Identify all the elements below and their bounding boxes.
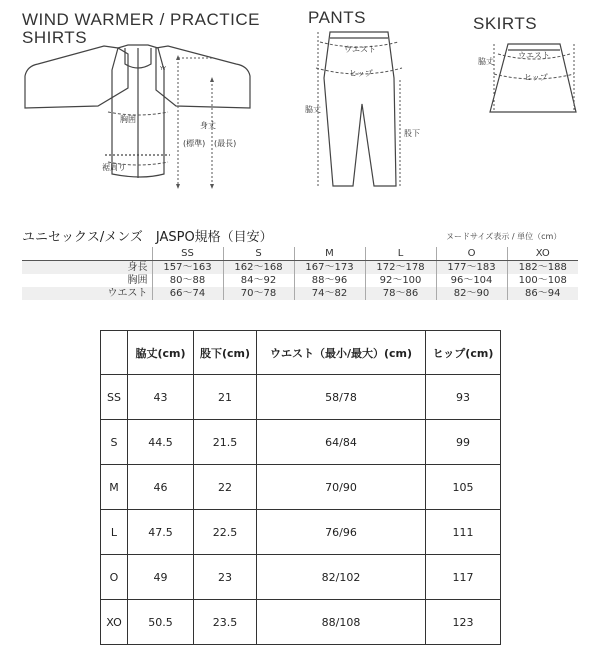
skirt-side-length-label: 脇丈 [478, 57, 494, 66]
size-col-xo: XO [507, 247, 578, 261]
size-row-chest [22, 274, 578, 287]
pants-side-length-label: 脇丈 [305, 105, 321, 114]
size-col-l: L [365, 247, 436, 261]
cell: 86～94 [507, 287, 578, 300]
table-row: L 47.5 22.5 76/96 111 [101, 510, 501, 555]
size-col-s: S [223, 247, 294, 261]
cell: 177～183 [436, 261, 507, 275]
cell: 88～96 [294, 274, 365, 287]
shirt-right-sleeve [156, 46, 250, 108]
cell: 167～173 [294, 261, 365, 275]
cell: 162～168 [223, 261, 294, 275]
row-label: 身長 [22, 261, 152, 275]
pants-waist-label: ウエスト [344, 45, 376, 54]
shirt-height-label: 身丈 [200, 121, 216, 130]
shirt-logo: YY [160, 66, 167, 72]
size-col-o: O [436, 247, 507, 261]
table-row: S 44.5 21.5 64/84 99 [101, 420, 501, 465]
pants-inseam-label: 股下 [404, 129, 420, 138]
table-row: XO 50.5 23.5 88/108 123 [101, 600, 501, 645]
cell: 92～100 [365, 274, 436, 287]
cell: 78～86 [365, 287, 436, 300]
skirt-waist-label: ウエスト [518, 51, 550, 60]
size-row-height [22, 261, 578, 275]
header-inseam: 股下(cm) [194, 331, 257, 375]
size-row-waist [22, 287, 578, 300]
pants-measure-lines [316, 32, 402, 186]
header-side-length: 脇丈(cm) [128, 331, 194, 375]
cell: 74～82 [294, 287, 365, 300]
header-hip: ヒップ(cm) [426, 331, 501, 375]
header-waist: ウエスト（最小/最大）(cm) [257, 331, 426, 375]
shirt-chest-label: 胸囲 [120, 115, 136, 124]
size-section-note: ヌードサイズ表示 / 単位（cm） [446, 232, 562, 241]
size-col-ss: SS [152, 247, 223, 261]
shirt-illustration [25, 45, 250, 178]
cell: 182～188 [507, 261, 578, 275]
skirt-table-header [101, 331, 501, 375]
skirt-size-table [100, 330, 501, 645]
shirt-longest-label: (最長) [214, 139, 237, 148]
cell: 157～163 [152, 261, 223, 275]
row-label: ウエスト [22, 287, 152, 300]
size-chart-table [22, 247, 578, 300]
cell: 80～88 [152, 274, 223, 287]
cell: 82～90 [436, 287, 507, 300]
row-label: 胸囲 [127, 275, 148, 286]
size-chart-header-row [22, 247, 578, 261]
shirt-standard-label: (標準) [183, 139, 206, 148]
table-row: SS 43 21 58/78 93 [101, 375, 501, 420]
cell: 96～104 [436, 274, 507, 287]
size-col-m: M [294, 247, 365, 261]
cell: 100～108 [507, 274, 578, 287]
pants-hip-label: ヒップ [349, 69, 373, 78]
skirt-hip-label: ヒップ [524, 73, 548, 82]
shirts-heading-line1: WIND WARMER / PRACTICE [22, 10, 260, 29]
cell: 172～178 [365, 261, 436, 275]
shirts-heading-line2: SHIRTS [22, 28, 88, 47]
skirts-heading: SKIRTS [473, 14, 538, 33]
pants-heading: PANTS [308, 8, 366, 27]
shirt-hem-label: 裾周り [102, 163, 126, 172]
cell: 66～74 [152, 287, 223, 300]
cell: 84～92 [223, 274, 294, 287]
pants-illustration [324, 32, 396, 186]
cell: 70～78 [223, 287, 294, 300]
table-row: O 49 23 82/102 117 [101, 555, 501, 600]
size-section-title: ユニセックス/メンズ JASPO規格（目安） [22, 230, 273, 245]
table-row: M 46 22 70/90 105 [101, 465, 501, 510]
